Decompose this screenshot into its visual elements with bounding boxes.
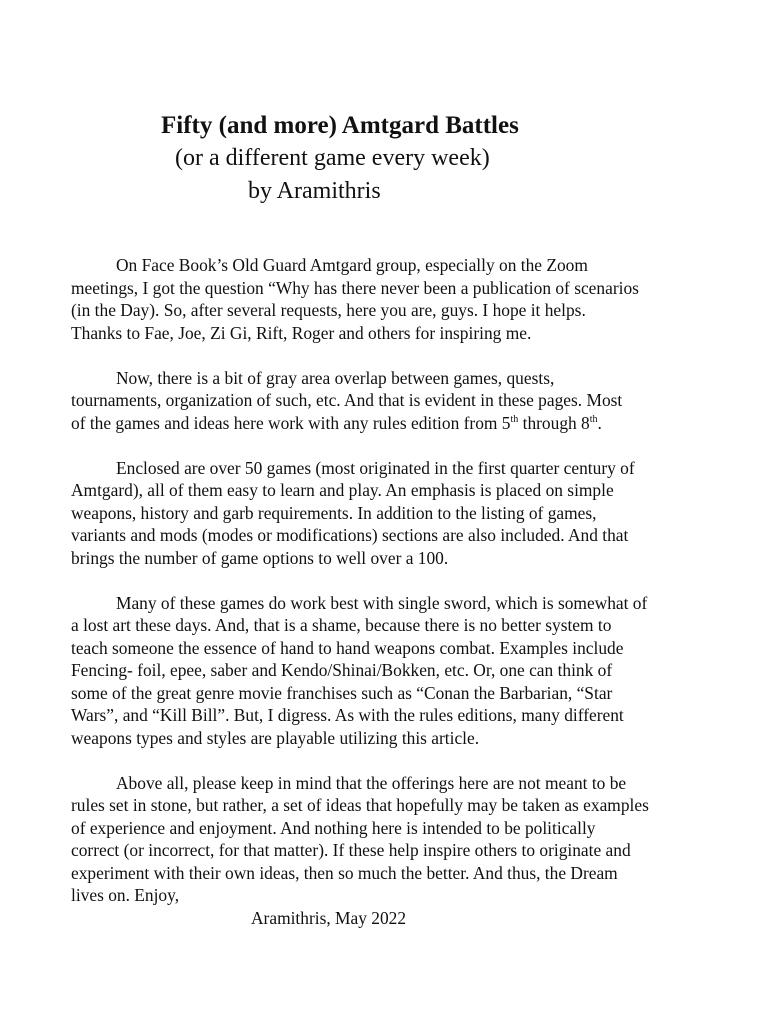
text-line: (in the Day). So, after several requests, here you are, guys. I hope it helps. (71, 300, 586, 320)
text-line: some of the great genre movie franchises such as “Conan the Barbarian, “Star (71, 682, 613, 703)
text-line: lives on. Enjoy, (71, 885, 180, 905)
editions-sup-first: th (510, 413, 519, 425)
paragraph-single-sword (71, 592, 701, 750)
text-line: weapons types and styles are playable utilizing this article. (71, 727, 480, 748)
text-line: experiment with their own ideas, then so much the better. And thus, the Dream (71, 862, 618, 883)
paragraph-above-all (71, 772, 701, 930)
text-line-editions (71, 412, 701, 435)
document-subtitle: (or a different game every week) (175, 145, 490, 171)
editions-text-after: . (597, 412, 602, 433)
paragraph-overlap (71, 367, 701, 435)
text-line: brings the number of game options to well over a 100. (71, 547, 449, 568)
paragraph-enclosed (71, 457, 701, 570)
text-line: On Face Book’s Old Guard Amtgard group, especially on the Zoom (116, 255, 588, 275)
text-line: teach someone the essence of hand to hand weapons combat. Examples include (71, 637, 624, 658)
paragraph-intro (71, 254, 701, 344)
editions-sup-second: th (589, 413, 598, 425)
editions-text-middle: through 8 (518, 412, 590, 433)
text-line: Thanks to Fae, Joe, Zi Gi, Rift, Roger and others for inspiring me. (71, 322, 532, 343)
text-line: Many of these games do work best with single sword, which is somewhat of (116, 592, 648, 613)
document-title: Fifty (and more) Amtgard Battles (161, 112, 519, 139)
text-line: rules set in stone, but rather, a set of ideas that hopefully may be taken as examples (71, 795, 649, 815)
text-line: variants and mods (modes or modifications) sections are also included. And that (71, 525, 629, 545)
text-line: a lost art these days. And, that is a shame, because there is no better system to (71, 615, 612, 635)
text-line: Above all, please keep in mind that the offerings here are not meant to be (116, 772, 627, 793)
signature: Aramithris, May 2022 (251, 907, 407, 928)
editions-text-before: of the games and ideas here work with any rules edition from 5 (71, 412, 511, 433)
text-line: correct (or incorrect, for that matter). If these help inspire others to originate and (71, 840, 631, 860)
text-line: Enclosed are over 50 games (most originated in the first quarter century of (116, 457, 635, 478)
text-line: meetings, I got the question “Why has there never been a publication of scenarios (71, 277, 639, 298)
document-body (71, 254, 701, 929)
text-line: of experience and enjoyment. And nothing here is intended to be politically (71, 817, 596, 838)
text-line: tournaments, organization of such, etc. And that is evident in these pages. Most (71, 390, 623, 410)
text-line: Now, there is a bit of gray area overlap between games, quests, (116, 367, 555, 388)
text-line: Amtgard), all of them easy to learn and play. An emphasis is placed on simple (71, 480, 614, 500)
text-line: weapons, history and garb requirements. In addition to the listing of games, (71, 502, 597, 523)
text-line: Wars”, and “Kill Bill”. But, I digress. As with the rules editions, many different (71, 705, 624, 725)
text-line: Fencing- foil, epee, saber and Kendo/Shinai/Bokken, etc. Or, one can think of (71, 660, 613, 680)
document-byline: by Aramithris (248, 178, 381, 204)
